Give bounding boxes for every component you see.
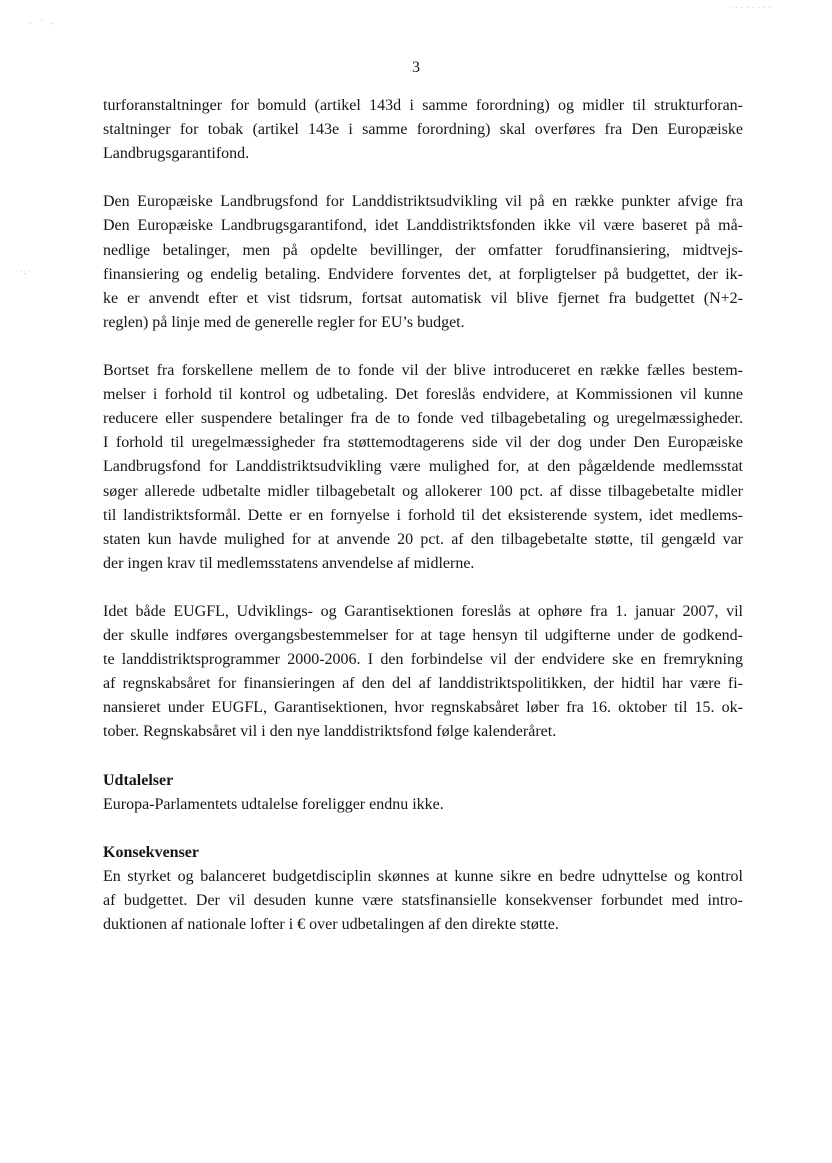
text-line: staltninger for tobak (artikel 143e i samme forordning) skal overføres fra Den Europæiske [103,121,743,139]
text-line: nedlige betalinger, men på opdelte bevillinger, der omfatter forudfinansiering, midtvejs- [103,241,743,259]
text-line: staten kun havde mulighed for at anvende 20 pct. af den tilbagebetalte støtte, til gengæld var [103,530,743,548]
scan-speck: . . . . . . . . [730,2,772,10]
text-line: Europa-Parlamentets udtalelse foreligger endnu ikke. [103,795,444,813]
text-line: til landistriktsformål. Dette er en fornyelse i forhold til det eksisterende system, idet medlems- [103,506,743,524]
section-5 [103,841,743,937]
paragraph [103,190,743,335]
text-line: der skulle indføres overgangsbestemmelser for at tage hensyn til udgifterne under de godkend- [103,627,743,645]
section-4 [103,769,743,817]
text-line: Idet både EUGFL, Udviklings- og Garantisektionen foreslås at ophøre fra 1. januar 2007, vil [103,602,743,620]
text-line: af budgettet. Der vil desuden kunne være statsfinansielle konsekvenser forbundet med intro- [103,892,743,910]
text-line: af regnskabsåret for finansieringen af den del af landdistriktspolitikken, der hidtil har være fi- [103,675,743,693]
text-line: te landdistriktsprogrammer 2000-2006. I den forbindelse vil der endvidere ske en fremrykning [103,651,743,669]
paragraph [103,359,743,576]
text-line: tober. Regnskabsåret vil i den nye landdistriktsfond følge kalenderåret. [103,723,557,741]
scan-speck: ·,· [20,268,33,276]
document-body [103,94,743,961]
paragraph [103,94,743,166]
section-heading: Udtalelser [103,771,174,789]
text-line: Den Europæiske Landbrugsfond for Landdistriktsudvikling vil på en række punkter afvige fra [103,193,743,211]
text-line: I forhold til uregelmæssigheder fra støttemodtagerens side vil der dog under Den Europæiske [103,434,743,452]
text-line: finansiering og endelig betaling. Endvidere forventes det, at forpligtelser på budgettet, der ik- [103,265,743,283]
paragraph [103,600,743,745]
text-line: turforanstaltninger for bomuld (artikel 143d i samme forordning) og midler til strukturforan- [103,97,743,114]
scan-speck: . ' , [30,18,56,26]
text-line: melser i forhold til kontrol og udbetaling. Det foreslås endvidere, at Kommissionen vil kunne [103,386,743,404]
text-line: ke er anvendt efter et vist tidsrum, fortsat automatisk vil blive fjernet fra budgettet (N+2- [103,289,743,307]
text-line: søger allerede udbetalte midler tilbagebetalt og allokerer 100 pct. af disse tilbagebetalte midler [103,482,743,500]
text-line: reglen) på linje med de generelle regler for EU’s budget. [103,313,465,331]
text-line: der ingen krav til medlemsstatens anvendelse af midlerne. [103,554,475,572]
text-line: Bortset fra forskellene mellem de to fonde vil der blive introduceret en række fælles bestem- [103,362,743,380]
text-line: Den Europæiske Landbrugsgarantifond, idet Landdistriktsfonden ikke vil være baseret på må- [103,217,743,235]
section-heading: Konsekvenser [103,843,199,861]
text-line: Landbrugsgarantifond. [103,145,250,163]
text-line: reducere eller suspendere betalinger fra de to fonde ved tilbagebetaling og uregelmæssigheder. [103,410,743,428]
text-line: duktionen af nationale lofter i € over udbetalingen af den direkte støtte. [103,916,559,934]
text-line: nansieret under EUGFL, Garantisektionen, hvor regnskabsåret løber fra 16. oktober til 15. ok- [103,699,743,717]
text-line: En styrket og balanceret budgetdisciplin skønnes at kunne sikre en bedre udnyttelse og kontrol [103,868,743,885]
text-line: Landbrugsfond for Landdistriktsudvikling være mulighed for, at den pågældende medlemsstat [103,458,743,476]
page-number: 3 [412,59,420,76]
